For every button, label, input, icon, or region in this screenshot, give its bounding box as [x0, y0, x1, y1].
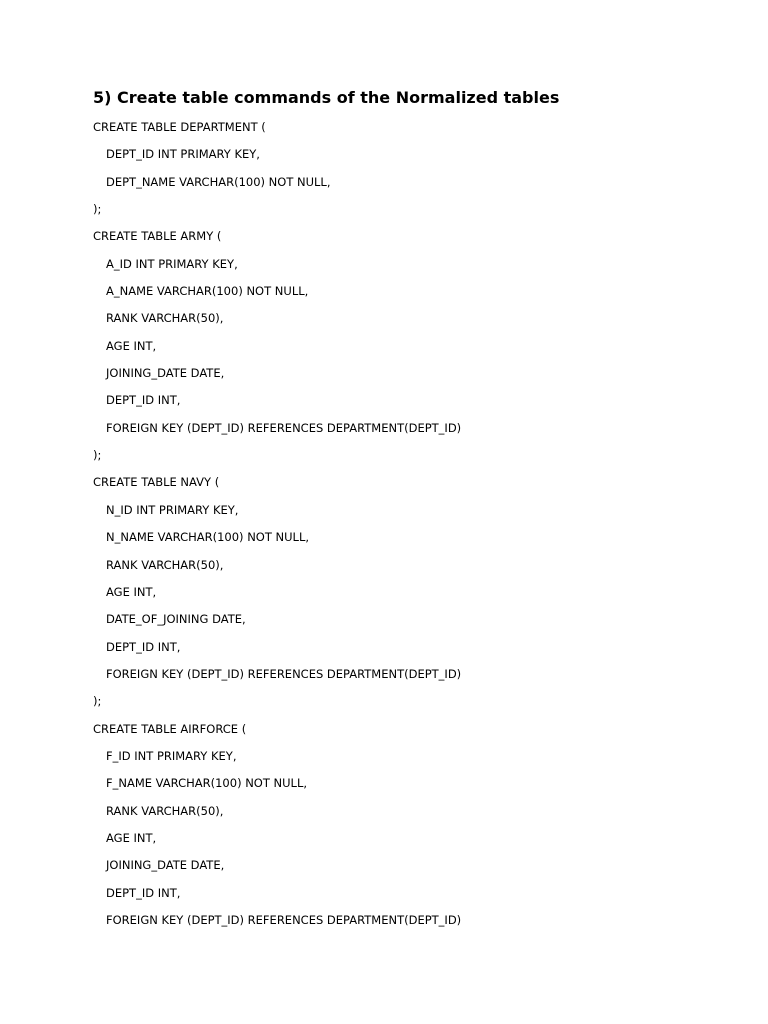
code-line: CREATE TABLE NAVY (: [93, 475, 220, 490]
code-line: );: [93, 694, 102, 709]
code-line: RANK VARCHAR(50),: [106, 311, 224, 326]
code-line: AGE INT,: [106, 338, 157, 353]
code-line: CREATE TABLE AIRFORCE (: [93, 721, 247, 736]
code-line: );: [93, 448, 102, 463]
code-line: N_NAME VARCHAR(100) NOT NULL,: [106, 530, 310, 545]
code-line: CREATE TABLE DEPARTMENT (: [93, 120, 266, 134]
code-line: DEPT_ID INT PRIMARY KEY,: [106, 147, 260, 162]
code-line: );: [93, 202, 102, 217]
code-line: A_ID INT PRIMARY KEY,: [106, 256, 238, 271]
code-line: RANK VARCHAR(50),: [106, 557, 224, 572]
code-line: DATE_OF_JOINING DATE,: [106, 612, 246, 627]
code-line: FOREIGN KEY (DEPT_ID) REFERENCES DEPARTMENT(DEPT_ID): [106, 666, 462, 681]
code-line: A_NAME VARCHAR(100) NOT NULL,: [106, 284, 309, 299]
code-line: CREATE TABLE ARMY (: [93, 229, 222, 244]
code-line: AGE INT,: [106, 584, 157, 599]
code-line: DEPT_ID INT,: [106, 885, 181, 900]
code-line: DEPT_ID INT,: [106, 639, 181, 654]
code-line: F_ID INT PRIMARY KEY,: [106, 748, 237, 763]
code-line: DEPT_ID INT,: [106, 393, 181, 408]
code-line: JOINING_DATE DATE,: [106, 858, 225, 873]
code-line: FOREIGN KEY (DEPT_ID) REFERENCES DEPARTMENT(DEPT_ID): [106, 912, 462, 927]
code-line: AGE INT,: [106, 830, 157, 845]
section-heading: 5) Create table commands of the Normalized tables: [93, 88, 560, 107]
code-line: JOINING_DATE DATE,: [106, 366, 225, 381]
code-line: N_ID INT PRIMARY KEY,: [106, 502, 239, 517]
code-line: F_NAME VARCHAR(100) NOT NULL,: [106, 776, 308, 791]
code-line: DEPT_NAME VARCHAR(100) NOT NULL,: [106, 174, 331, 189]
sql-code-block: [93, 117, 461, 937]
code-line: RANK VARCHAR(50),: [106, 803, 224, 818]
code-line: FOREIGN KEY (DEPT_ID) REFERENCES DEPARTMENT(DEPT_ID): [106, 420, 462, 435]
